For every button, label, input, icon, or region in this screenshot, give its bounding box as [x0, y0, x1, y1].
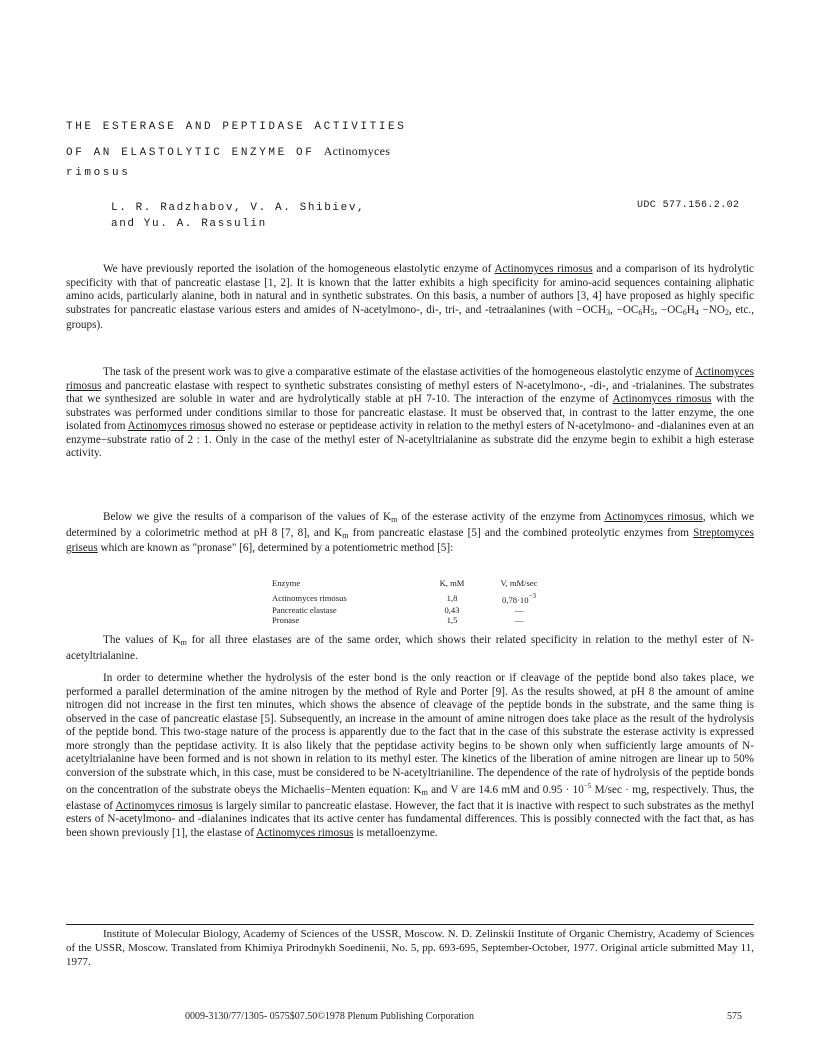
cell-v: — [514, 605, 524, 615]
udc-code: UDC 577.156.2.02 [637, 200, 740, 211]
cell-v: — [514, 615, 524, 625]
paragraph-4 [66, 634, 754, 663]
column-header-enzyme: Enzyme [272, 578, 301, 588]
cell-k: 0,43 [444, 605, 460, 615]
subscript: 5 [650, 307, 655, 317]
footnote-divider [66, 924, 754, 925]
v-exponent: −3 [528, 592, 536, 600]
superscript: −5 [583, 782, 592, 790]
cell-k: 1,5 [446, 615, 458, 625]
column-header-k: K, mM [439, 578, 465, 588]
text: The task of the present work was to give a comparative estimate of the elastase activities of the homogeneous elastolytic enzyme of [103, 366, 695, 378]
page-number: 575 [727, 1011, 742, 1022]
organism-name [613, 393, 712, 405]
genus: Streptomyces [693, 526, 754, 539]
article-title-line-1: THE ESTERASE AND PEPTIDASE ACTIVITIES [66, 121, 407, 133]
species: griseus [66, 542, 98, 554]
text: , −OC [610, 303, 639, 316]
organism-name [494, 263, 592, 275]
species: rimosus [317, 826, 354, 839]
kinetics-table [272, 578, 554, 625]
publisher-line: 0009-3130/77/1305- 0575$07.50©1978 Plenum Publishing Corporation [185, 1011, 474, 1022]
table-row [272, 591, 554, 605]
text: for all three elastases are of the same order, which shows their related specificity in relation to the methyl ester of N-acetyltrialanine. [66, 634, 754, 662]
subscript: m [421, 788, 428, 797]
subscript: m [391, 515, 398, 524]
genus: Actinomyces [115, 799, 175, 812]
species: rimosus [557, 263, 593, 275]
subscript: 6 [638, 307, 643, 317]
subscript: 3 [606, 307, 611, 317]
author-line-1: L. R. Radzhabov, V. A. Shibiev, [111, 202, 366, 214]
text: with the substrates was performed under conditions similar to those for pancreatic elastase. It must be observed that, in contrast to the latter enzyme, the one isolated from [66, 393, 754, 432]
cell-enzyme: Actinomyces rimosus [272, 593, 347, 603]
text: and a comparison of its hydrolytic specificity with that of pancreatic elastase [1, 2]. It is known that the latter exhibits a high specificity for amino-acid sequences containing aliphatic amino acids, particularly alanine, both in natural and in synthetic substrates. On this basis, a number of authors [3, 4] have proposed as highly specific substrates for pancreatic elastase various esters and amides of N-acetylmono-, di-, tri-, and -tetraalanines (with −OCH [66, 263, 754, 316]
table-row [272, 615, 554, 625]
cell-enzyme: Pancreatic elastase [272, 605, 337, 615]
text: −NO [698, 303, 725, 316]
subscript: 6 [682, 307, 687, 317]
paragraph-2 [66, 366, 754, 461]
paragraph-3 [66, 511, 754, 556]
text: , −OC [654, 303, 683, 316]
subscript: 2 [724, 307, 729, 317]
genus: Actinomyces [256, 826, 316, 839]
title-text: OF AN ELASTOLYTIC ENZYME OF [66, 147, 324, 159]
text: is largely similar to pancreatic elastase. However, the fact that it is inactive with respect to such substrates as the methyl esters of N-acetylmono- and -dialanines indicates that its active center has fundamental differences. This is possibly connected with the fact that, as has been shown previously [1], the elastase of [66, 799, 754, 839]
text: showed no esterase or peptidease activity in relation to the methyl esters of N-acetylmono- and -dialanines even at an enzyme−substrate ratio of 2 : 1. Only in the case of the methyl ester of N-acetyltrialanine as substrate did the enzyme begin to exhibit a high esterase activity. [66, 420, 755, 459]
text: is metalloenzyme. [353, 826, 438, 839]
organism-name [115, 800, 212, 812]
text: The values of K [103, 634, 181, 646]
text: and V are 14.6 mM and 0.95 · 10 [427, 784, 584, 796]
text: from pancreatic elastase [5] and the combined proteolytic enzymes from [348, 526, 694, 539]
species: rimosus [667, 511, 703, 523]
author-line-2: and Yu. A. Rassulin [111, 218, 267, 230]
genus: Actinomyces [612, 393, 672, 405]
paragraph-5 [66, 672, 754, 840]
article-title-line-3: rimosus [66, 167, 131, 179]
text: , etc., groups). [66, 303, 754, 331]
organism-name [604, 511, 703, 523]
organism-name [256, 827, 353, 839]
species: rimosus [189, 420, 225, 432]
text: H [686, 303, 695, 316]
table-row [272, 605, 554, 615]
species: rimosus [177, 799, 213, 812]
text: We have previously reported the isolation of the homogeneous elastolytic enzyme of [103, 263, 495, 275]
cell-v [484, 591, 554, 605]
article-title-line-2 [66, 144, 390, 159]
paragraph-1 [66, 263, 754, 333]
genus: Actinomyces [694, 366, 754, 378]
text: which are known as "pronase" [6], determined by a potentiometric method [5]: [97, 542, 454, 554]
genus: Actinomyces [604, 511, 664, 523]
text: In order to determine whether the hydrolysis of the ester bond is the only reaction or if cleavage of the peptide bond also takes place, we performed a parallel determination of the amine nitrogen by the method of Ryle and Porter [9]. As the results showed, at pH 8 the amount of amine nitrogen did not increase in the first ten minutes, which shows the absence of cleavage of the peptide bonds in the substrate, and the same thing is observed in the case of pancreatic elastase [5]. Subsequently, an increase in the amount of amine nitrogen does take place as the result of the hydrolysis of the peptide bond. This two-stage nature of the process is apparently due to the fact that in the case of this substrate the esterase activity is expressed more strongly than the peptidase activity. It is also likely that the peptidase activity begins to be shown only when sufficiently large amounts of N-acetyltrialanine have been formed and is not shown in relation to its methyl ester. The kinetics of the liberation of amine nitrogen are linear up to 50% conversion of the substrate which, in this case, must be considered to be N-acetyltrianiline. The dependence of the rate of hydrolysis of the peptide bonds on the concentration of the substrate obeys the Michaelis−Menten equation: K [66, 672, 754, 796]
subscript: m [342, 530, 349, 540]
subscript: m [180, 638, 187, 647]
subscript: 4 [694, 307, 699, 317]
title-genus: Actinomyces [323, 144, 391, 158]
organism-name [128, 420, 225, 432]
text: , which we determined by a colorimetric method at pH 8 [7, 8], and K [66, 511, 755, 539]
text: and pancreatic elastase with respect to synthetic substrates consisting of methyl esters of N-acetylmono-, -di-, and -trialanines. The substrates that we synthesized are soluble in water and are hydrolytically stable at pH 7-10. The interaction of the enzyme of [66, 379, 754, 405]
v-value: 0,78·10 [502, 595, 529, 605]
genus: Actinomyces [494, 263, 554, 275]
column-header-v: V, mM/sec [500, 578, 538, 588]
author-list [111, 200, 365, 232]
cell-k: 1,8 [446, 593, 458, 603]
text: H [642, 303, 651, 316]
affiliation-footnote: Institute of Molecular Biology, Academy of Sciences of the USSR, Moscow. N. D. Zelinskii Institute of Organic Chemistry, Academy of Sciences of the USSR, Moscow. Translated from Khimiya Prirodnykh Soedinenii, No. 5, pp. 693-695, September-October, 1977. Original article submitted May 11, 1977. [66, 928, 754, 968]
genus: Actinomyces [127, 420, 187, 432]
cell-enzyme: Pronase [272, 615, 300, 625]
text: of the esterase activity of the enzyme from [397, 511, 605, 523]
table-header-row [272, 578, 554, 591]
text: M/sec · mg, respectively. Thus, the elastase of [66, 784, 754, 812]
text: Below we give the results of a comparison of the values of K [103, 511, 392, 523]
species: rimosus [676, 393, 712, 405]
species: rimosus [66, 379, 102, 392]
